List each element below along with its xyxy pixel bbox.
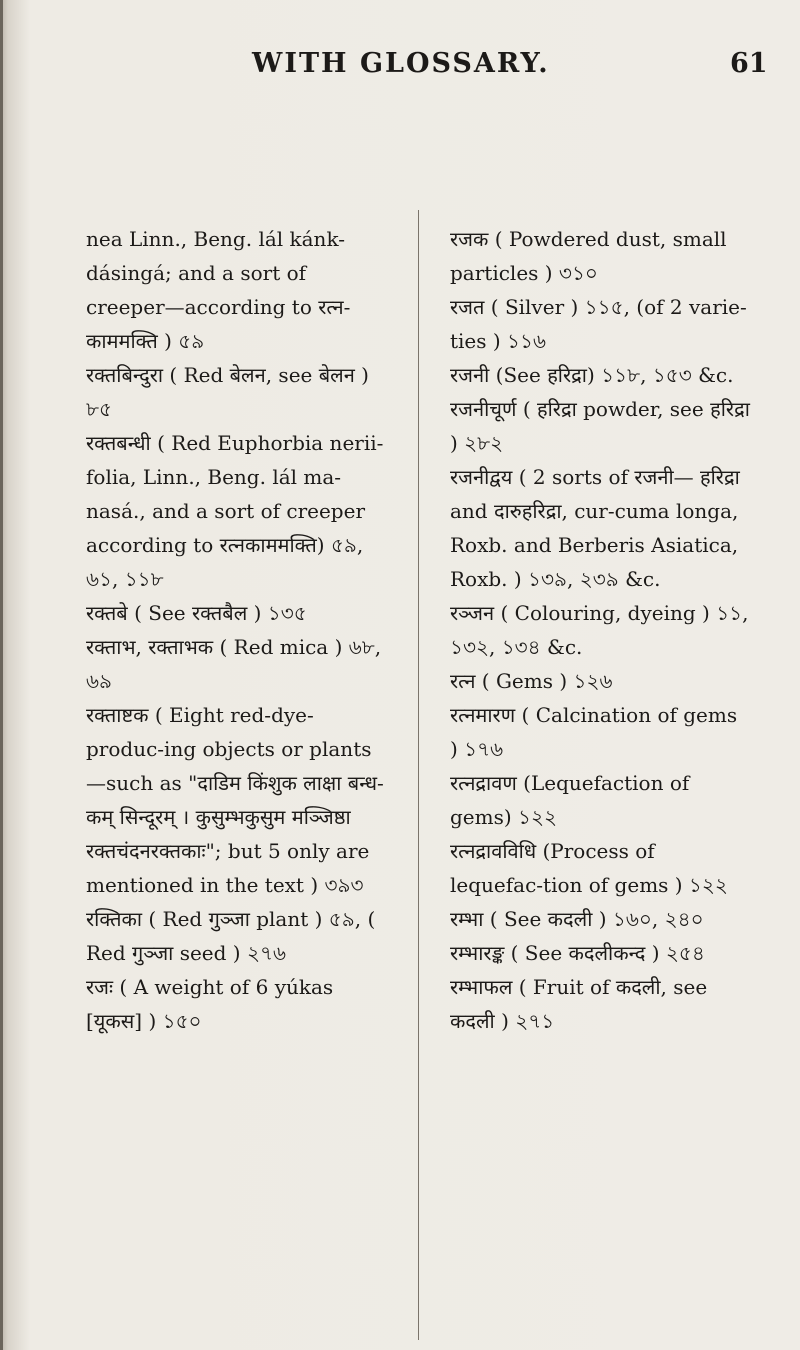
glossary-entry: रक्तबे ( See रक्तबैल ) ১৩৫ (86, 601, 307, 625)
glossary-entry: nea Linn., Beng. lál kánk-dásingá; and a sort of creeper—according to रत्न- काममक्ति ) ৫৯ (86, 227, 351, 353)
glossary-entry: रम्भारङ्क ( See कदलीकन्द ) ২৫৪ (450, 941, 705, 965)
page-header (0, 48, 800, 84)
glossary-entry: रजः ( A weight of 6 yúkas [यूकस] ) ১৫০ (86, 975, 334, 1033)
glossary-entry: रक्तिका ( Red गुञ्जा plant ) ৫৯, ( Red गुञ्जा seed ) ২৭৬ (86, 907, 376, 965)
page-number: 61 (730, 48, 768, 79)
glossary-entry: रजत ( Silver ) ১১৫, (of 2 varie-ties ) ১১৬ (450, 295, 747, 353)
glossary-entry: रत्नद्रावण (Lequefaction of gems) ১২২ (450, 771, 690, 829)
glossary-entry: रञ्जन ( Colouring, dyeing ) ১১, ১৩২, ১৩৪ &c. (450, 601, 749, 659)
glossary-entry: रजनी (See हरिद्रा) ১১৮, ১৫৩ &c. (450, 363, 734, 387)
glossary-entry: रजनीचूर्ण ( हरिद्रा powder, see हरिद्रा ) ২৮২ (450, 397, 750, 455)
glossary-entry: रम्भाफल ( Fruit of कदली, see कदली ) ২৭১ (450, 975, 708, 1033)
running-head: WITH GLOSSARY. (252, 48, 550, 79)
left-column (86, 222, 386, 1038)
column-divider (418, 210, 419, 1340)
glossary-entry: रत्न ( Gems ) ১২৬ (450, 669, 613, 693)
page-gutter-edge (0, 0, 3, 1350)
glossary-entry: रत्नद्रावविधि (Process of lequefac-tion of gems ) ১২২ (450, 839, 728, 897)
glossary-entry: रजनीद्वय ( 2 sorts of रजनी— हरिद्रा and दारुहरिद्रा, cur-cuma longa, Roxb. and Berberis Asiatica, Roxb. ) ১৩৯, ২৩৯ &c. (450, 465, 740, 591)
right-column (450, 222, 750, 1038)
glossary-entry: रत्नमारण ( Calcination of gems ) ১৭৬ (450, 703, 738, 761)
glossary-entry: रक्तबन्धी ( Red Euphorbia nerii-folia, Linn., Beng. lál ma-nasá., and a sort of creeper according to रत्नकाममक्ति) ৫৯, ৬১, ১১৮ (86, 431, 384, 591)
glossary-entry: रजक ( Powdered dust, small particles ) ৩১০ (450, 227, 727, 285)
glossary-entry: रक्ताभ, रक्ताभक ( Red mica ) ৬৮, ৬৯ (86, 635, 382, 693)
glossary-entry: रम्भा ( See कदली ) ১৬০, ২৪০ (450, 907, 704, 931)
glossary-entry: रक्तबिन्दुरा ( Red बेलन, see बेलन ) ৮৫ (86, 363, 369, 421)
glossary-entry: रक्ताष्टक ( Eight red-dye-produc-ing objects or plants—such as "दाडिम किंशुक लाक्षा बन्ध-कम् सिन्दूरम् । कुसुम्भकुसुम मञ्जिष्ठा रक्तचंदनरक्तकाः"; but 5 only are mentioned in the text ) ৩৯৩ (86, 703, 384, 897)
